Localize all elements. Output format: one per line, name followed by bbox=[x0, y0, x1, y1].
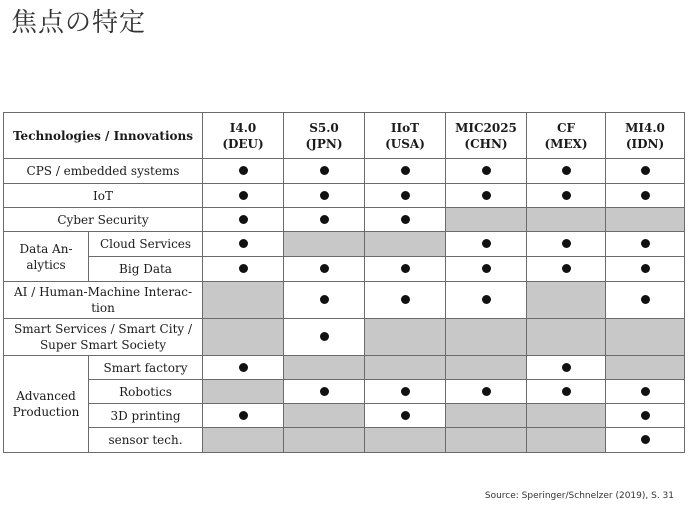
group-label-advanced-production: Advanced Production bbox=[4, 356, 89, 453]
mark-cell bbox=[203, 159, 284, 184]
empty-cell bbox=[284, 356, 365, 380]
dot-mark bbox=[482, 166, 491, 175]
empty-cell bbox=[527, 404, 606, 428]
header-country: MI4.0 (IDN) bbox=[606, 113, 685, 159]
dot-mark bbox=[320, 332, 329, 341]
dot-mark bbox=[401, 215, 410, 224]
dot-mark bbox=[401, 191, 410, 200]
empty-cell bbox=[527, 282, 606, 319]
dot-mark bbox=[562, 239, 571, 248]
empty-cell bbox=[284, 404, 365, 428]
empty-cell bbox=[527, 208, 606, 232]
mark-cell bbox=[365, 257, 446, 282]
mark-cell bbox=[446, 159, 527, 184]
header-row bbox=[4, 113, 685, 159]
dot-mark bbox=[239, 363, 248, 372]
header-country: IIoT (USA) bbox=[365, 113, 446, 159]
mark-cell bbox=[284, 208, 365, 232]
dot-mark bbox=[641, 387, 650, 396]
mark-cell bbox=[606, 380, 685, 404]
empty-cell bbox=[446, 404, 527, 428]
row-label: AI / Human-Machine Interac-tion bbox=[4, 282, 203, 319]
empty-cell bbox=[606, 356, 685, 380]
mark-cell bbox=[365, 404, 446, 428]
dot-mark bbox=[562, 166, 571, 175]
dot-mark bbox=[320, 295, 329, 304]
dot-mark bbox=[239, 191, 248, 200]
header-country: CF (MEX) bbox=[527, 113, 606, 159]
header-country: I4.0 (DEU) bbox=[203, 113, 284, 159]
mark-cell bbox=[203, 208, 284, 232]
mark-cell bbox=[203, 356, 284, 380]
dot-mark bbox=[239, 166, 248, 175]
technology-matrix-table bbox=[3, 112, 685, 453]
empty-cell bbox=[527, 319, 606, 356]
mark-cell bbox=[527, 159, 606, 184]
dot-mark bbox=[320, 215, 329, 224]
header-country: MIC2025 (CHN) bbox=[446, 113, 527, 159]
table-row bbox=[4, 232, 685, 257]
mark-cell bbox=[446, 257, 527, 282]
empty-cell bbox=[203, 282, 284, 319]
table-row bbox=[4, 159, 685, 184]
mark-cell bbox=[527, 356, 606, 380]
mark-cell bbox=[203, 184, 284, 208]
mark-cell bbox=[284, 282, 365, 319]
table-row bbox=[4, 257, 685, 282]
mark-cell bbox=[606, 282, 685, 319]
dot-mark bbox=[239, 215, 248, 224]
mark-cell bbox=[527, 232, 606, 257]
mark-cell bbox=[527, 380, 606, 404]
mark-cell bbox=[203, 257, 284, 282]
table-row bbox=[4, 184, 685, 208]
dot-mark bbox=[641, 166, 650, 175]
dot-mark bbox=[482, 191, 491, 200]
table-row bbox=[4, 380, 685, 404]
empty-cell bbox=[284, 428, 365, 453]
mark-cell bbox=[446, 282, 527, 319]
dot-mark bbox=[641, 239, 650, 248]
mark-cell bbox=[284, 159, 365, 184]
mark-cell bbox=[527, 184, 606, 208]
mark-cell bbox=[365, 159, 446, 184]
row-label: IoT bbox=[4, 184, 203, 208]
dot-mark bbox=[562, 363, 571, 372]
row-label: Cloud Services bbox=[89, 232, 203, 257]
dot-mark bbox=[482, 387, 491, 396]
mark-cell bbox=[365, 380, 446, 404]
table-row bbox=[4, 356, 685, 380]
dot-mark bbox=[641, 411, 650, 420]
row-label: Robotics bbox=[89, 380, 203, 404]
mark-cell bbox=[527, 257, 606, 282]
mark-cell bbox=[606, 428, 685, 453]
empty-cell bbox=[606, 319, 685, 356]
table-row bbox=[4, 282, 685, 319]
dot-mark bbox=[641, 191, 650, 200]
row-label: sensor tech. bbox=[89, 428, 203, 453]
mark-cell bbox=[606, 404, 685, 428]
row-label: Smart Services / Smart City / Super Smart Society bbox=[4, 319, 203, 356]
empty-cell bbox=[446, 428, 527, 453]
dot-mark bbox=[641, 435, 650, 444]
mark-cell bbox=[203, 404, 284, 428]
empty-cell bbox=[203, 380, 284, 404]
row-label: Cyber Security bbox=[4, 208, 203, 232]
mark-cell bbox=[606, 232, 685, 257]
mark-cell bbox=[446, 232, 527, 257]
dot-mark bbox=[562, 191, 571, 200]
empty-cell bbox=[365, 428, 446, 453]
dot-mark bbox=[239, 264, 248, 273]
row-label: Big Data bbox=[89, 257, 203, 282]
mark-cell bbox=[203, 232, 284, 257]
mark-cell bbox=[365, 184, 446, 208]
row-label: Smart factory bbox=[89, 356, 203, 380]
dot-mark bbox=[482, 239, 491, 248]
mark-cell bbox=[284, 380, 365, 404]
empty-cell bbox=[284, 232, 365, 257]
row-label: 3D printing bbox=[89, 404, 203, 428]
dot-mark bbox=[482, 295, 491, 304]
empty-cell bbox=[606, 208, 685, 232]
dot-mark bbox=[401, 387, 410, 396]
dot-mark bbox=[482, 264, 491, 273]
mark-cell bbox=[446, 184, 527, 208]
source-citation: Source: Speringer/Schnelzer (2019), S. 31 bbox=[484, 491, 674, 501]
dot-mark bbox=[401, 295, 410, 304]
dot-mark bbox=[239, 239, 248, 248]
empty-cell bbox=[446, 319, 527, 356]
dot-mark bbox=[401, 166, 410, 175]
empty-cell bbox=[446, 356, 527, 380]
mark-cell bbox=[606, 184, 685, 208]
dot-mark bbox=[562, 387, 571, 396]
mark-cell bbox=[446, 380, 527, 404]
table-row bbox=[4, 428, 685, 453]
mark-cell bbox=[365, 282, 446, 319]
dot-mark bbox=[320, 264, 329, 273]
empty-cell bbox=[365, 319, 446, 356]
dot-mark bbox=[320, 387, 329, 396]
mark-cell bbox=[284, 257, 365, 282]
header-corner: Technologies / Innovations bbox=[4, 113, 203, 159]
group-label-data-analytics: Data An-alytics bbox=[4, 232, 89, 282]
empty-cell bbox=[365, 356, 446, 380]
mark-cell bbox=[365, 208, 446, 232]
dot-mark bbox=[320, 166, 329, 175]
empty-cell bbox=[203, 319, 284, 356]
table-row bbox=[4, 319, 685, 356]
header-country: S5.0 (JPN) bbox=[284, 113, 365, 159]
empty-cell bbox=[446, 208, 527, 232]
mark-cell bbox=[284, 319, 365, 356]
mark-cell bbox=[606, 159, 685, 184]
empty-cell bbox=[365, 232, 446, 257]
dot-mark bbox=[401, 264, 410, 273]
dot-mark bbox=[401, 411, 410, 420]
table-row bbox=[4, 404, 685, 428]
row-label: CPS / embedded systems bbox=[4, 159, 203, 184]
dot-mark bbox=[641, 264, 650, 273]
empty-cell bbox=[203, 428, 284, 453]
slide-title: 焦点の特定 bbox=[11, 8, 147, 38]
dot-mark bbox=[320, 191, 329, 200]
table-row bbox=[4, 208, 685, 232]
empty-cell bbox=[527, 428, 606, 453]
dot-mark bbox=[562, 264, 571, 273]
mark-cell bbox=[606, 257, 685, 282]
mark-cell bbox=[284, 184, 365, 208]
dot-mark bbox=[239, 411, 248, 420]
dot-mark bbox=[641, 295, 650, 304]
